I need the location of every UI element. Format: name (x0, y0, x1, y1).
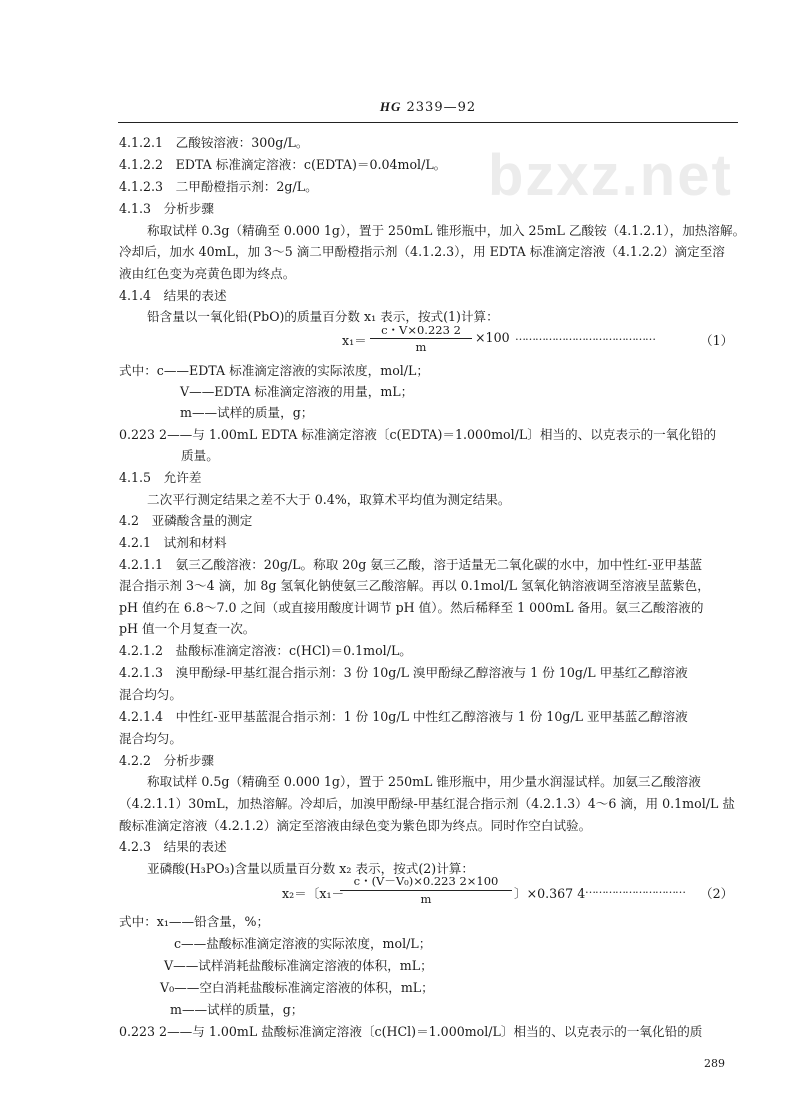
clause-4-1-2-1: 4.1.2.1 乙酸铵溶液：300g/L。 (119, 135, 309, 150)
where-c: c——盐酸标准滴定溶液的实际浓度，mol/L； (174, 936, 432, 951)
heading-4-1-4: 4.1.4 结果的表述 (119, 288, 227, 303)
text-line: 质量。 (181, 448, 219, 463)
clause-4-2-1-4: 4.2.1.4 中性红-亚甲基蓝混合指示剂：1 份 10g/L 中性红乙醇溶液与 1 份 10g/L 亚甲基蓝乙醇溶液 (119, 709, 688, 724)
where-m: m——试样的质量，g； (170, 1002, 304, 1017)
clause-4-2-1-2: 4.2.1.2 盐酸标准滴定溶液：c(HCl)＝0.1mol/L。 (119, 643, 412, 658)
formula-2-tail: 〕×0.367 4 (514, 886, 586, 901)
formula-2-lhs: x₂＝〔x₁－ (282, 886, 345, 901)
text-line: 亚磷酸(H₃PO₃)含量以质量百分数 x₂ 表示，按式(2)计算： (147, 861, 474, 876)
where-constant: 0.223 2——与 1.00mL 盐酸标准滴定溶液〔c(HCl)＝1.000mol/L〕相当的、以克表示的一氧化铅的质 (119, 1024, 703, 1039)
equation-number-1: （1） (700, 333, 734, 348)
text-line: 酸标准滴定溶液（4.2.1.2）滴定至溶液由绿色变为紫色即为终点。同时作空白试验。 (119, 818, 592, 833)
page-header (118, 99, 738, 115)
text-line: 称取试样 0.3g（精确至 0.000 1g），置于 250mL 锥形瓶中，加入 25mL 乙酸铵（4.1.2.1），加热溶解。 (147, 223, 746, 238)
fraction-bar (340, 890, 512, 891)
where-constant: 0.223 2——与 1.00mL EDTA 标准滴定溶液〔c(EDTA)＝1.000mol/L〕相当的、以克表示的一氧化铅的 (119, 427, 717, 442)
standard-code: HG (379, 99, 402, 114)
standard-number: 2339—92 (406, 100, 477, 115)
formula-1-tail: ×100 (475, 330, 510, 345)
formula-1-numerator: c・V×0.223 2 (381, 323, 461, 337)
heading-4-2: 4.2 亚磷酸含量的测定 (119, 513, 253, 528)
header-rule (118, 122, 738, 123)
text-line: 铅含量以一氧化铅(PbO)的质量百分数 x₁ 表示，按式(1)计算： (147, 309, 499, 324)
text-line: 二次平行测定结果之差不大于 0.4%，取算术平均值为测定结果。 (147, 492, 511, 507)
clause-4-1-2-2: 4.1.2.2 EDTA 标准滴定溶液：c(EDTA)＝0.04mol/L。 (119, 157, 447, 172)
heading-4-2-2: 4.2.2 分析步骤 (119, 753, 215, 768)
text-line: 混合指示剂 3～4 滴，加 8g 氢氧化钠使氨三乙酸溶解。再以 0.1mol/L 氢氧化钠溶液调至溶液呈蓝紫色， (119, 578, 710, 593)
text-line: 混合均匀。 (119, 731, 182, 746)
where-v: V——试样消耗盐酸标准滴定溶液的体积，mL； (164, 958, 433, 973)
formula-1-denominator: m (415, 340, 427, 354)
formula-2-denominator: m (420, 892, 432, 906)
watermark: bzxz.net (488, 143, 733, 208)
heading-4-1-5: 4.1.5 允许差 (119, 470, 202, 485)
where-v0: V₀——空白消耗盐酸标准滴定溶液的体积，mL； (160, 980, 434, 995)
text-line: （4.2.1.1）30mL，加热溶解。冷却后，加溴甲酚绿-甲基红混合指示剂（4.2.1.3）4～6 滴，用 0.1mol/L 盐 (119, 796, 735, 811)
leader-dots: ………………………… (585, 883, 685, 896)
text-line: 液由红色变为亮黄色即为终点。 (119, 266, 296, 281)
text-line: 冷却后，加水 40mL，加 3～5 滴二甲酚橙指示剂（4.1.2.3），用 EDTA 标准滴定溶液（4.1.2.2）滴定至溶 (119, 244, 725, 259)
where-v: V——EDTA 标准滴定溶液的用量，mL； (180, 384, 414, 399)
text-line: 称取试样 0.5g（精确至 0.000 1g），置于 250mL 锥形瓶中，用少量水润湿试样。加氨三乙酸溶液 (147, 774, 701, 789)
heading-4-2-1: 4.2.1 试剂和材料 (119, 535, 227, 550)
heading-4-2-3: 4.2.3 结果的表述 (119, 839, 227, 854)
text-line: pH 值一个月复查一次。 (119, 621, 256, 636)
text-line: pH 值约在 6.8～7.0 之间（或直接用酸度计调节 pH 值）。然后稀释至 1 000mL 备用。氨三乙酸溶液的 (119, 600, 704, 615)
where-m: m——试样的质量，g； (180, 405, 314, 420)
text-line: 混合均匀。 (119, 687, 182, 702)
heading-4-1-3: 4.1.3 分析步骤 (119, 201, 215, 216)
where-x1: 式中：x₁——铅含量，%； (119, 914, 270, 929)
clause-4-1-2-3: 4.1.2.3 二甲酚橙指示剂：2g/L。 (119, 179, 318, 194)
clause-4-2-1-1: 4.2.1.1 氨三乙酸溶液：20g/L。称取 20g 氨三乙酸，溶于适量无二氧化碳的水中，加中性红-亚甲基蓝 (119, 557, 703, 572)
where-c: 式中：c——EDTA 标准滴定溶液的实际浓度，mol/L； (119, 363, 429, 378)
equation-number-2: （2） (700, 886, 734, 901)
formula-1-lhs: x₁＝ (342, 333, 367, 348)
page-number: 289 (704, 1057, 725, 1070)
formula-2-numerator: c・(V－V₀)×0.223 2×100 (353, 874, 499, 888)
clause-4-2-1-3: 4.2.1.3 溴甲酚绿-甲基红混合指示剂：3 份 10g/L 溴甲酚绿乙醇溶液与 1 份 10g/L 甲基红乙醇溶液 (119, 665, 688, 680)
fraction-bar (370, 338, 472, 339)
leader-dots: …………………………………… (515, 330, 655, 343)
